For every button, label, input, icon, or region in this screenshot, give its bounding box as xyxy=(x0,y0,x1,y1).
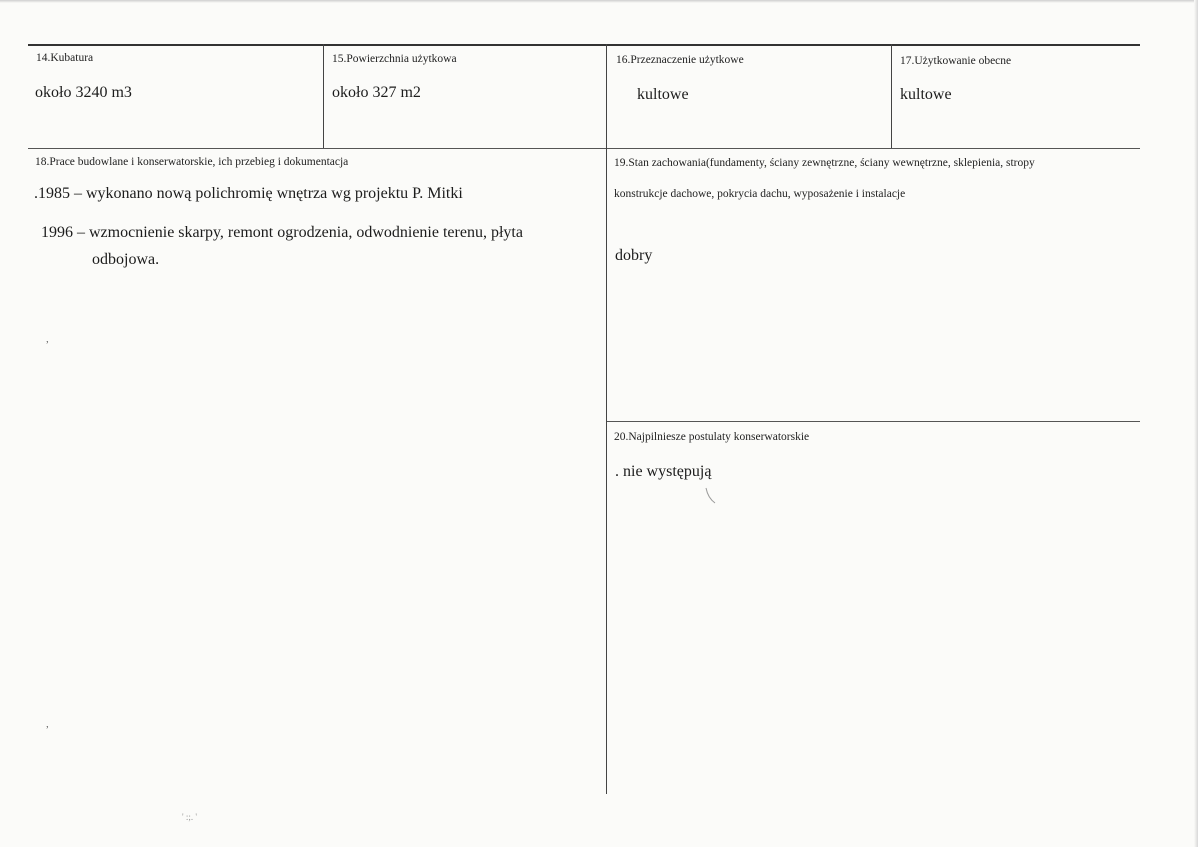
row-divider-2 xyxy=(606,421,1140,422)
pen-stroke xyxy=(704,486,718,506)
col-divider-2 xyxy=(606,44,607,794)
stan-label-line-2: konstrukcje dachowe, pokrycia dachu, wyposażenie i instalacje xyxy=(614,188,906,200)
row-divider-1 xyxy=(28,148,1140,149)
postulaty-label: 20.Najpilniesze postulaty konserwatorskie xyxy=(614,431,810,443)
scan-edge-right xyxy=(1194,0,1198,847)
col-divider-3 xyxy=(891,44,892,148)
scan-edge-top xyxy=(0,0,1198,3)
stray-mark-1: , xyxy=(46,333,49,345)
prace-label: 18.Prace budowlane i konserwatorskie, ich przebieg i dokumentacja xyxy=(35,156,349,168)
kubatura-label: 14.Kubatura xyxy=(36,52,94,64)
stan-label-line-1: 19.Stan zachowania(fundamenty, ściany zewnętrzne, ściany wewnętrzne, sklepienia, stropy xyxy=(614,157,1035,169)
przeznaczenie-value: kultowe xyxy=(637,86,689,103)
prace-line-2b: odbojowa. xyxy=(92,251,160,268)
prace-line-1: .1985 – wykonano nową polichromię wnętrza wg projektu P. Mitki xyxy=(34,185,463,202)
prace-line-2a: 1996 – wzmocnienie skarpy, remont ogrodzenia, odwodnienie terenu, płyta xyxy=(41,224,523,241)
col-divider-1 xyxy=(323,44,324,148)
kubatura-value: około 3240 m3 xyxy=(35,84,132,101)
stray-mark-2: , xyxy=(46,718,49,730)
scan-specks: ' :;. ' xyxy=(182,812,197,822)
table-top-border xyxy=(28,44,1140,46)
uzytkowanie-label: 17.Użytkowanie obecne xyxy=(900,55,1012,67)
powierzchnia-value: około 327 m2 xyxy=(332,84,421,101)
przeznaczenie-label: 16.Przeznaczenie użytkowe xyxy=(616,54,744,66)
stan-value: dobry xyxy=(615,247,653,264)
postulaty-value: . nie występują xyxy=(615,463,712,480)
powierzchnia-label: 15.Powierzchnia użytkowa xyxy=(332,53,457,65)
uzytkowanie-value: kultowe xyxy=(900,86,952,103)
